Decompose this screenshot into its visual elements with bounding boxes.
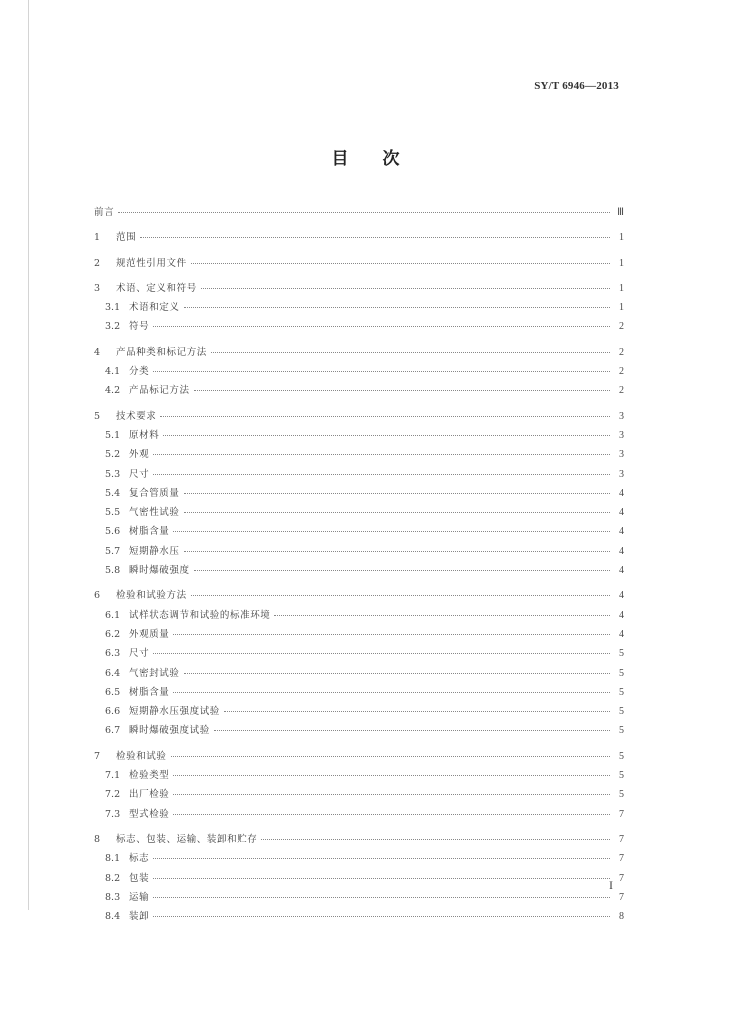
toc-dot-leader (153, 916, 610, 917)
toc-entry-title: 前言 (94, 207, 115, 218)
toc-dot-leader (173, 634, 610, 635)
toc-entry[interactable] (94, 629, 624, 648)
toc-entry-title: 检验和试验方法 (116, 590, 187, 602)
toc-entry-title: 出厂检验 (129, 789, 170, 801)
toc-entry-page: 4 (619, 545, 624, 557)
toc-entry-title: 术语和定义 (129, 302, 180, 314)
toc-entry-number: 8.4 (105, 911, 121, 923)
toc-dot-leader (184, 493, 610, 494)
toc-entry[interactable] (94, 347, 624, 366)
toc-entry-page: 3 (619, 449, 624, 461)
table-of-contents (94, 207, 624, 930)
toc-entry-page: 5 (619, 686, 624, 698)
toc-dot-leader (184, 307, 610, 308)
toc-entry-number: 7.1 (105, 770, 121, 782)
toc-entry-number: 5.1 (105, 429, 121, 441)
toc-entry[interactable] (94, 706, 624, 725)
toc-entry-page: 4 (619, 628, 624, 640)
toc-entry-page: 4 (619, 487, 624, 499)
toc-entry-title: 符号 (129, 321, 150, 333)
toc-entry-title: 短期静水压强度试验 (129, 706, 220, 718)
toc-entry-number: 8 (94, 833, 101, 845)
toc-entry[interactable] (94, 283, 624, 302)
toc-entry-title: 包装 (129, 872, 150, 884)
toc-entry-number: 6.2 (105, 628, 121, 640)
toc-entry-title: 分类 (129, 366, 150, 378)
toc-entry-title: 检验类型 (129, 770, 170, 782)
toc-entry[interactable] (94, 507, 624, 526)
toc-entry-title: 外观质量 (129, 628, 170, 640)
toc-entry-page: 5 (619, 750, 624, 762)
toc-dot-leader (153, 454, 610, 455)
toc-dot-leader (194, 390, 610, 391)
toc-entry-page: 4 (619, 507, 624, 519)
page-title: 目 次 (331, 149, 400, 169)
toc-dot-leader (211, 352, 610, 353)
toc-entry-title: 型式检验 (129, 808, 170, 820)
toc-entry-title: 标志 (129, 853, 150, 865)
toc-entry-title: 术语、定义和符号 (116, 282, 197, 294)
toc-entry[interactable] (94, 770, 624, 789)
toc-entry[interactable] (94, 207, 624, 226)
toc-entry-title: 树脂含量 (129, 686, 170, 698)
toc-entry-title: 瞬时爆破强度 (129, 565, 190, 577)
toc-dot-leader (173, 531, 610, 532)
toc-dot-leader (153, 653, 610, 654)
toc-entry-title: 尺寸 (129, 648, 150, 660)
toc-entry-title: 产品标记方法 (129, 385, 190, 397)
toc-dot-leader (160, 416, 610, 417)
toc-entry-number: 5.7 (105, 545, 121, 557)
toc-entry-number: 7.3 (105, 808, 121, 820)
toc-dot-leader (163, 435, 610, 436)
toc-entry[interactable] (94, 449, 624, 468)
toc-entry[interactable] (94, 590, 624, 609)
toc-entry-number: 5.8 (105, 565, 121, 577)
toc-entry-page: 3 (619, 410, 624, 422)
toc-entry-number: 6.5 (105, 686, 121, 698)
toc-entry[interactable] (94, 687, 624, 706)
toc-entry-number: 5.4 (105, 487, 121, 499)
toc-entry-page: 4 (619, 565, 624, 577)
toc-entry-page: 5 (619, 789, 624, 801)
toc-entry-number: 5 (94, 410, 101, 422)
toc-entry-page: 5 (619, 667, 624, 679)
toc-dot-leader (191, 595, 610, 596)
toc-entry-number: 7 (94, 750, 101, 762)
toc-entry-page: 7 (619, 853, 624, 865)
toc-entry-page: 7 (619, 891, 624, 903)
toc-entry-title: 气密封试验 (129, 667, 180, 679)
toc-dot-leader (173, 775, 610, 776)
toc-entry-number: 6.4 (105, 667, 121, 679)
toc-entry[interactable] (94, 873, 624, 892)
toc-entry-title: 规范性引用文件 (116, 257, 187, 269)
toc-entry-title: 原材料 (129, 429, 160, 441)
toc-entry-page: 5 (619, 706, 624, 718)
standard-code: SY/T 6946—2013 (534, 80, 619, 92)
toc-entry[interactable] (94, 526, 624, 545)
toc-entry[interactable] (94, 751, 624, 770)
toc-entry-title: 标志、包装、运输、装卸和贮存 (116, 833, 258, 845)
binding-edge-line (28, 0, 29, 910)
toc-entry[interactable] (94, 565, 624, 584)
toc-entry-page: 3 (619, 468, 624, 480)
toc-entry[interactable] (94, 258, 624, 277)
toc-entry-page: Ⅲ (617, 207, 624, 218)
toc-entry-page: 2 (619, 321, 624, 333)
toc-entry-title: 气密性试验 (129, 507, 180, 519)
toc-entry-number: 2 (94, 257, 101, 269)
toc-entry-page: 7 (619, 808, 624, 820)
toc-entry-page: 7 (619, 833, 624, 845)
toc-entry-page: 1 (619, 282, 624, 294)
toc-entry-page: 2 (619, 366, 624, 378)
toc-entry[interactable] (94, 853, 624, 872)
toc-dot-leader (173, 692, 610, 693)
toc-entry-page: 2 (619, 385, 624, 397)
toc-dot-leader (274, 615, 610, 616)
toc-entry[interactable] (94, 789, 624, 808)
toc-dot-leader (184, 512, 610, 513)
toc-entry-page: 8 (619, 911, 624, 923)
toc-entry-number: 6.3 (105, 648, 121, 660)
toc-entry[interactable] (94, 725, 624, 744)
toc-entry-title: 技术要求 (116, 410, 157, 422)
toc-entry[interactable] (94, 911, 624, 930)
toc-entry-number: 6 (94, 590, 101, 602)
toc-entry-number: 4.1 (105, 366, 121, 378)
toc-entry-number: 4.2 (105, 385, 121, 397)
toc-entry-title: 尺寸 (129, 468, 150, 480)
toc-entry-title: 瞬时爆破强度试验 (129, 725, 210, 737)
toc-entry-page: 4 (619, 609, 624, 621)
toc-entry[interactable] (94, 430, 624, 449)
toc-entry-page: 5 (619, 725, 624, 737)
toc-entry-number: 6.1 (105, 609, 121, 621)
toc-entry[interactable] (94, 302, 624, 321)
toc-entry[interactable] (94, 610, 624, 629)
toc-entry[interactable] (94, 546, 624, 565)
toc-entry-title: 装卸 (129, 911, 150, 923)
toc-entry-page: 1 (619, 257, 624, 269)
toc-entry-title: 树脂含量 (129, 526, 170, 538)
toc-dot-leader (153, 878, 610, 879)
toc-entry-number: 3.1 (105, 302, 121, 314)
toc-entry-number: 8.3 (105, 891, 121, 903)
toc-dot-leader (171, 756, 610, 757)
toc-entry-number: 5.6 (105, 526, 121, 538)
toc-entry-page: 5 (619, 770, 624, 782)
toc-entry-title: 产品种类和标记方法 (116, 346, 207, 358)
toc-entry-number: 5.5 (105, 507, 121, 519)
toc-dot-leader (194, 570, 610, 571)
toc-dot-leader (153, 897, 610, 898)
toc-entry-title: 试样状态调节和试验的标准环境 (129, 609, 271, 621)
toc-dot-leader (214, 730, 610, 731)
toc-entry[interactable] (94, 668, 624, 687)
toc-entry[interactable] (94, 469, 624, 488)
toc-entry[interactable] (94, 366, 624, 385)
toc-dot-leader (153, 371, 610, 372)
toc-entry-title: 检验和试验 (116, 750, 167, 762)
toc-entry-title: 短期静水压 (129, 545, 180, 557)
toc-entry-number: 5.3 (105, 468, 121, 480)
toc-entry[interactable] (94, 809, 624, 828)
toc-entry-title: 外观 (129, 449, 150, 461)
toc-entry-number: 7.2 (105, 789, 121, 801)
toc-dot-leader (191, 263, 610, 264)
toc-dot-leader (173, 814, 610, 815)
toc-entry-number: 4 (94, 346, 101, 358)
toc-entry-title: 复合管质量 (129, 487, 180, 499)
toc-entry-number: 1 (94, 232, 101, 244)
toc-entry-page: 1 (619, 302, 624, 314)
toc-entry-number: 6.6 (105, 706, 121, 718)
toc-entry[interactable] (94, 648, 624, 667)
toc-dot-leader (184, 673, 610, 674)
toc-entry-page: 3 (619, 429, 624, 441)
toc-dot-leader (173, 794, 610, 795)
toc-entry-page: 2 (619, 346, 624, 358)
toc-entry[interactable] (94, 488, 624, 507)
toc-entry-page: 5 (619, 648, 624, 660)
toc-dot-leader (118, 212, 610, 213)
toc-dot-leader (261, 839, 610, 840)
toc-entry[interactable] (94, 385, 624, 404)
toc-dot-leader (153, 858, 610, 859)
toc-entry-page: 4 (619, 526, 624, 538)
toc-entry-number: 8.2 (105, 872, 121, 884)
toc-entry[interactable] (94, 892, 624, 911)
toc-entry[interactable] (94, 321, 624, 340)
toc-entry-page: 4 (619, 590, 624, 602)
toc-dot-leader (153, 474, 610, 475)
toc-entry[interactable] (94, 232, 624, 251)
toc-dot-leader (201, 288, 610, 289)
toc-entry-number: 3 (94, 282, 101, 294)
toc-entry-number: 3.2 (105, 321, 121, 333)
toc-entry-number: 5.2 (105, 449, 121, 461)
toc-dot-leader (140, 237, 610, 238)
toc-dot-leader (153, 326, 610, 327)
toc-entry[interactable] (94, 411, 624, 430)
toc-dot-leader (224, 711, 610, 712)
toc-entry-page: 1 (619, 232, 624, 244)
toc-entry-number: 8.1 (105, 853, 121, 865)
toc-entry-title: 运输 (129, 891, 150, 903)
toc-dot-leader (184, 551, 610, 552)
toc-entry-title: 范围 (116, 232, 137, 244)
toc-entry[interactable] (94, 834, 624, 853)
page-number: I (609, 878, 613, 892)
toc-entry-page: 7 (619, 872, 624, 884)
toc-entry-number: 6.7 (105, 725, 121, 737)
